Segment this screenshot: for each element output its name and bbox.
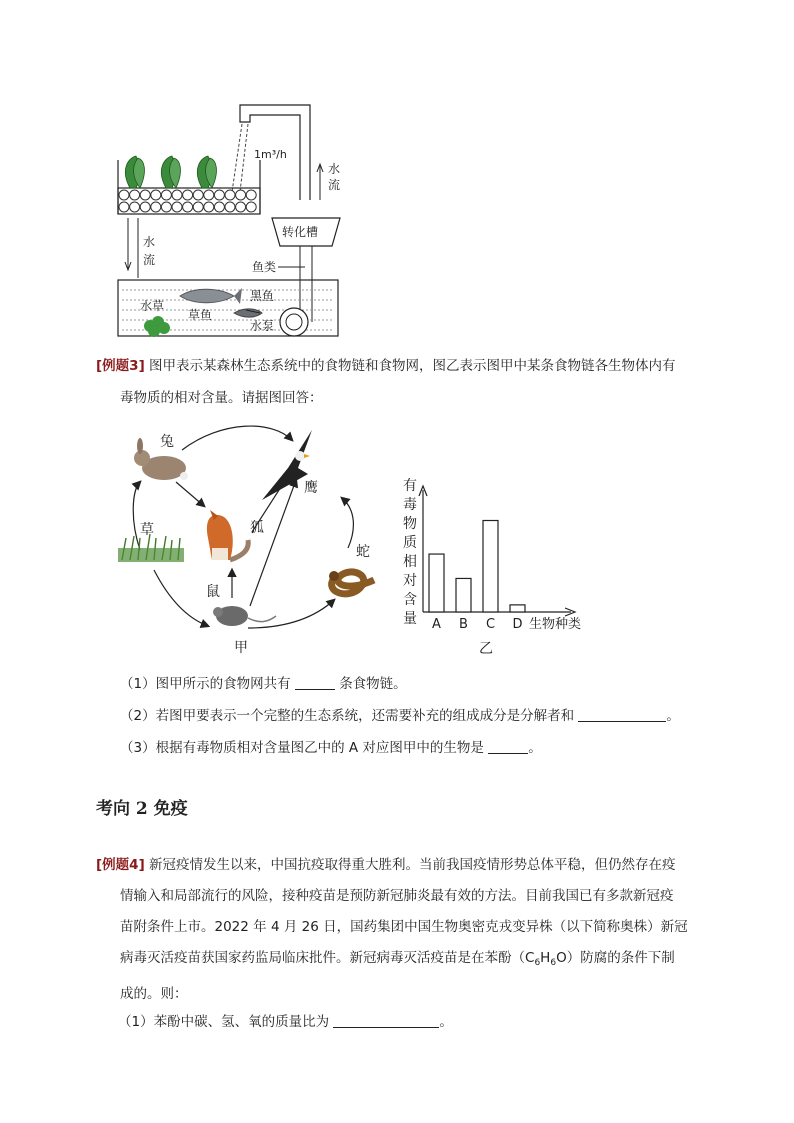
- q4-sub-c: 6: [534, 958, 541, 968]
- bar-D: [510, 605, 525, 612]
- ylabel-char: 毒: [403, 497, 417, 513]
- q4-line3: 苗附条件上市。2022 年 4 月 26 日，国药集团中国生物奥密克戎变异株（以下简称奥株）新冠: [120, 919, 688, 935]
- substrate-ball: [193, 190, 203, 200]
- tick-label-B: B: [459, 617, 468, 632]
- mouse-label: 鼠: [206, 584, 220, 600]
- substrate-ball: [214, 190, 224, 200]
- fox-label: 狐: [250, 520, 264, 536]
- substrate-ball: [236, 190, 246, 200]
- q4-text-1: 新冠疫情发生以来，中国抗疫取得重大胜利。当前我国疫情形势总体平稳，但仍然存在疫: [149, 857, 676, 873]
- water-flow-left-1: 水: [143, 235, 156, 249]
- substrate-ball: [225, 202, 235, 212]
- substrate-ball: [172, 202, 182, 212]
- q3-sub1-text: （1）图甲所示的食物网共有: [120, 676, 291, 692]
- q4-line4-post: O）防腐的条件下制: [556, 950, 675, 966]
- substrate-ball: [151, 202, 161, 212]
- fox-icon: [207, 510, 248, 560]
- q4-tag: [例题4]: [96, 857, 145, 873]
- eagle-label: 鹰: [304, 480, 318, 496]
- bar-B: [456, 578, 471, 612]
- q4-h: H: [540, 950, 551, 966]
- substrate-ball: [236, 202, 246, 212]
- q3-line2: 毒物质的相对含量。请据图回答：: [120, 390, 323, 406]
- q3-sub3-blank[interactable]: [488, 739, 528, 754]
- substrate-ball: [193, 202, 203, 212]
- section-heading: 考向 2 免疫: [96, 799, 188, 819]
- ylabel-char: 量: [403, 611, 417, 627]
- substrate-ball: [183, 190, 193, 200]
- vegetable-icon: [125, 156, 216, 188]
- q3-sub3: [120, 738, 542, 758]
- substrate-ball: [151, 190, 161, 200]
- substrate-ball: [204, 202, 214, 212]
- substrate-ball: [172, 190, 182, 200]
- substrate-ball: [130, 202, 140, 212]
- q3-sub1-tail: 条食物链。: [339, 676, 407, 692]
- bar-C: [483, 521, 498, 613]
- ylabel-char: 有: [403, 478, 417, 494]
- food-web-diagram: [112, 420, 402, 660]
- substrate-ball: [119, 202, 129, 212]
- q3-sub1-blank[interactable]: [295, 675, 335, 690]
- ylabel-char: 相: [403, 554, 417, 570]
- substrate-ball: [225, 190, 235, 200]
- q3-line1: [96, 356, 676, 376]
- q3-tag: [例题3]: [96, 358, 145, 374]
- substrate-ball: [204, 190, 214, 200]
- q4-sub1-text: （1）苯酚中碳、氢、氧的质量比为: [118, 1014, 330, 1030]
- food-web-caption: 甲: [234, 640, 248, 656]
- ylabel-char: 对: [403, 573, 417, 589]
- q4-sub1: [118, 1012, 453, 1032]
- q4-line5: 成的。则：: [120, 986, 188, 1002]
- flow-rate-label: 1m³/h: [254, 148, 287, 161]
- substrate-ball: [161, 190, 171, 200]
- tick-label-C: C: [485, 617, 496, 632]
- chart-xlabel: 生物种类: [529, 617, 582, 632]
- substrate-ball: [183, 202, 193, 212]
- q3-sub1: [120, 674, 407, 694]
- pump-label: 水泵: [250, 319, 275, 333]
- water-flow-right-2: 流: [328, 178, 341, 192]
- grass-carp-label: 草鱼: [188, 308, 213, 322]
- substrate-ball: [130, 190, 140, 200]
- ylabel-char: 含: [403, 592, 417, 608]
- q3-sub2-blank[interactable]: [578, 707, 666, 722]
- substrate-ball: [214, 202, 224, 212]
- water-flow-left-2: 流: [143, 253, 156, 267]
- chart-caption: 乙: [479, 641, 493, 657]
- q4-sub-h: 6: [550, 958, 557, 968]
- q3-sub2: [120, 706, 680, 726]
- rabbit-label: 兔: [160, 434, 174, 450]
- pump-icon: [280, 308, 308, 336]
- q4-line2: 情输入和局部流行的风险，接种疫苗是预防新冠肺炎最有效的方法。目前我国已有多款新冠疫: [120, 888, 674, 904]
- water-grass-icon: [144, 316, 170, 337]
- snake-label: 蛇: [356, 544, 370, 560]
- bar-A: [429, 554, 444, 612]
- mouse-icon: [213, 606, 276, 626]
- water-flow-right-1: 水: [328, 162, 341, 176]
- black-carp-label: 黑鱼: [250, 289, 275, 303]
- q4-line4-pre: 病毒灭活疫苗获国家药监局临床批件。新冠病毒灭活疫苗是在苯酚（C: [120, 950, 535, 966]
- grass-label: 草: [140, 522, 154, 538]
- fish-label: 鱼类: [252, 260, 277, 274]
- q3-sub2-tail: 。: [666, 708, 680, 724]
- tick-label-A: A: [432, 617, 441, 632]
- substrate-ball: [140, 202, 150, 212]
- q4-sub1-blank[interactable]: [333, 1013, 439, 1028]
- substrate-ball: [246, 190, 256, 200]
- q4-line1: [96, 850, 688, 881]
- substrate-balls: [119, 190, 256, 212]
- q4-sub1-tail: 。: [439, 1014, 453, 1030]
- q4-line4: [96, 943, 688, 979]
- q3-sub3-tail: 。: [528, 740, 542, 756]
- toxin-bar-chart: [395, 470, 595, 660]
- snake-icon: [329, 571, 374, 594]
- ylabel-char: 物: [403, 516, 417, 532]
- substrate-ball: [246, 202, 256, 212]
- tank-label: 转化槽: [282, 225, 319, 239]
- q3-sub2-text: （2）若图甲要表示一个完整的生态系统，还需要补充的组成成分是分解者和: [120, 708, 575, 724]
- ylabel-char: 质: [403, 535, 417, 551]
- q4-block: [96, 850, 688, 1010]
- substrate-ball: [161, 202, 171, 212]
- aquaponics-diagram: [100, 100, 360, 345]
- chart-ylabel: [403, 478, 417, 627]
- substrate-ball: [140, 190, 150, 200]
- q3-sub3-text: （3）根据有毒物质相对含量图乙中的 A 对应图甲中的生物是: [120, 740, 484, 756]
- grass-icon: [118, 534, 184, 562]
- tick-label-D: D: [512, 617, 523, 632]
- q3-text-1: 图甲表示某森林生态系统中的食物链和食物网，图乙表示图甲中某条食物链各生物体内有: [149, 358, 676, 374]
- water-grass-label: 水草: [140, 299, 165, 313]
- substrate-ball: [119, 190, 129, 200]
